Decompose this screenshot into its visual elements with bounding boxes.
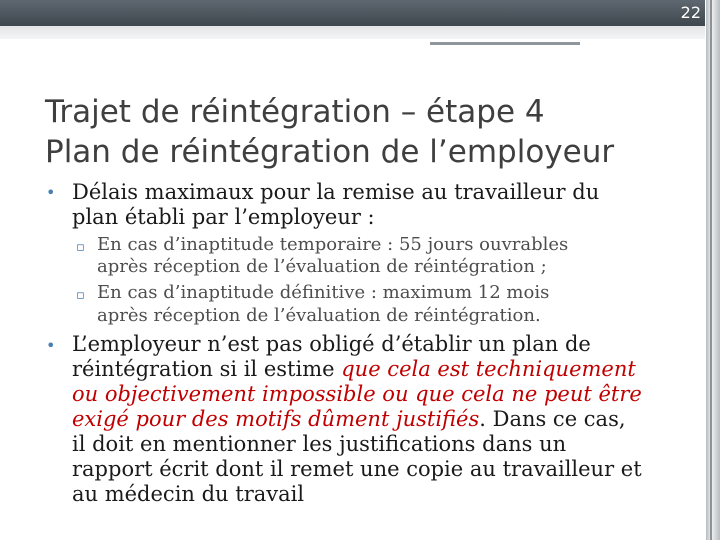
bullet-2-line-6: rapport écrit dont il remet une copie au travailleur et bbox=[72, 457, 642, 481]
sub-bullet-marker-icon: ▫ bbox=[76, 240, 85, 255]
slide-title bbox=[45, 92, 695, 172]
bullet-2-emphasis-middle: ou objectivement impossible ou que cela ne peut être bbox=[72, 382, 642, 406]
bullet-marker-icon: • bbox=[46, 336, 56, 355]
right-rail bbox=[706, 0, 720, 540]
bullet-2-line-7: au médecin du travail bbox=[72, 482, 305, 506]
title-line-1: Trajet de réintégration – étape 4 bbox=[45, 94, 545, 130]
sub-bullet-2-line-2: après réception de l’évaluation de réintégration. bbox=[97, 305, 541, 326]
sub-bullet-1-line-2: après réception de l’évaluation de réintégration ; bbox=[97, 256, 547, 277]
bullet-2-line-1: L’employeur n’est pas obligé d’établir un plan de bbox=[72, 332, 591, 356]
title-line-2: Plan de réintégration de l’employeur bbox=[45, 134, 615, 170]
header-accent-line bbox=[430, 42, 580, 45]
bullet-marker-icon: • bbox=[46, 183, 56, 202]
bullet-1-line-1: Délais maximaux pour la remise au travailleur du bbox=[72, 180, 600, 204]
sub-bullet-2-line-1: En cas d’inaptitude définitive : maximum 12 mois bbox=[97, 282, 550, 303]
bullet-1-line-2: plan établi par l’employeur : bbox=[72, 205, 375, 229]
header-bar bbox=[0, 0, 705, 26]
bullet-2-line-4-plain: . Dans ce cas, bbox=[479, 407, 626, 431]
header-sub-bar bbox=[0, 26, 705, 39]
bullet-2-emphasis-end: exigé pour des motifs dûment justifiés bbox=[72, 407, 480, 431]
sub-bullet-marker-icon: ▫ bbox=[76, 288, 85, 303]
right-rail-line bbox=[710, 0, 712, 540]
sub-bullet-1-line-1: En cas d’inaptitude temporaire : 55 jours ouvrables bbox=[97, 234, 569, 255]
bullet-2-line-2-plain: réintégration si il estime bbox=[72, 357, 342, 381]
slide-number: 22 bbox=[680, 3, 701, 22]
bullet-2-line-5: il doit en mentionner les justifications dans un bbox=[72, 432, 567, 456]
bullet-2-line-2 bbox=[72, 357, 636, 382]
bullet-2-emphasis-start: que cela est techniquement bbox=[341, 357, 636, 381]
bullet-2-line-4 bbox=[72, 407, 626, 432]
